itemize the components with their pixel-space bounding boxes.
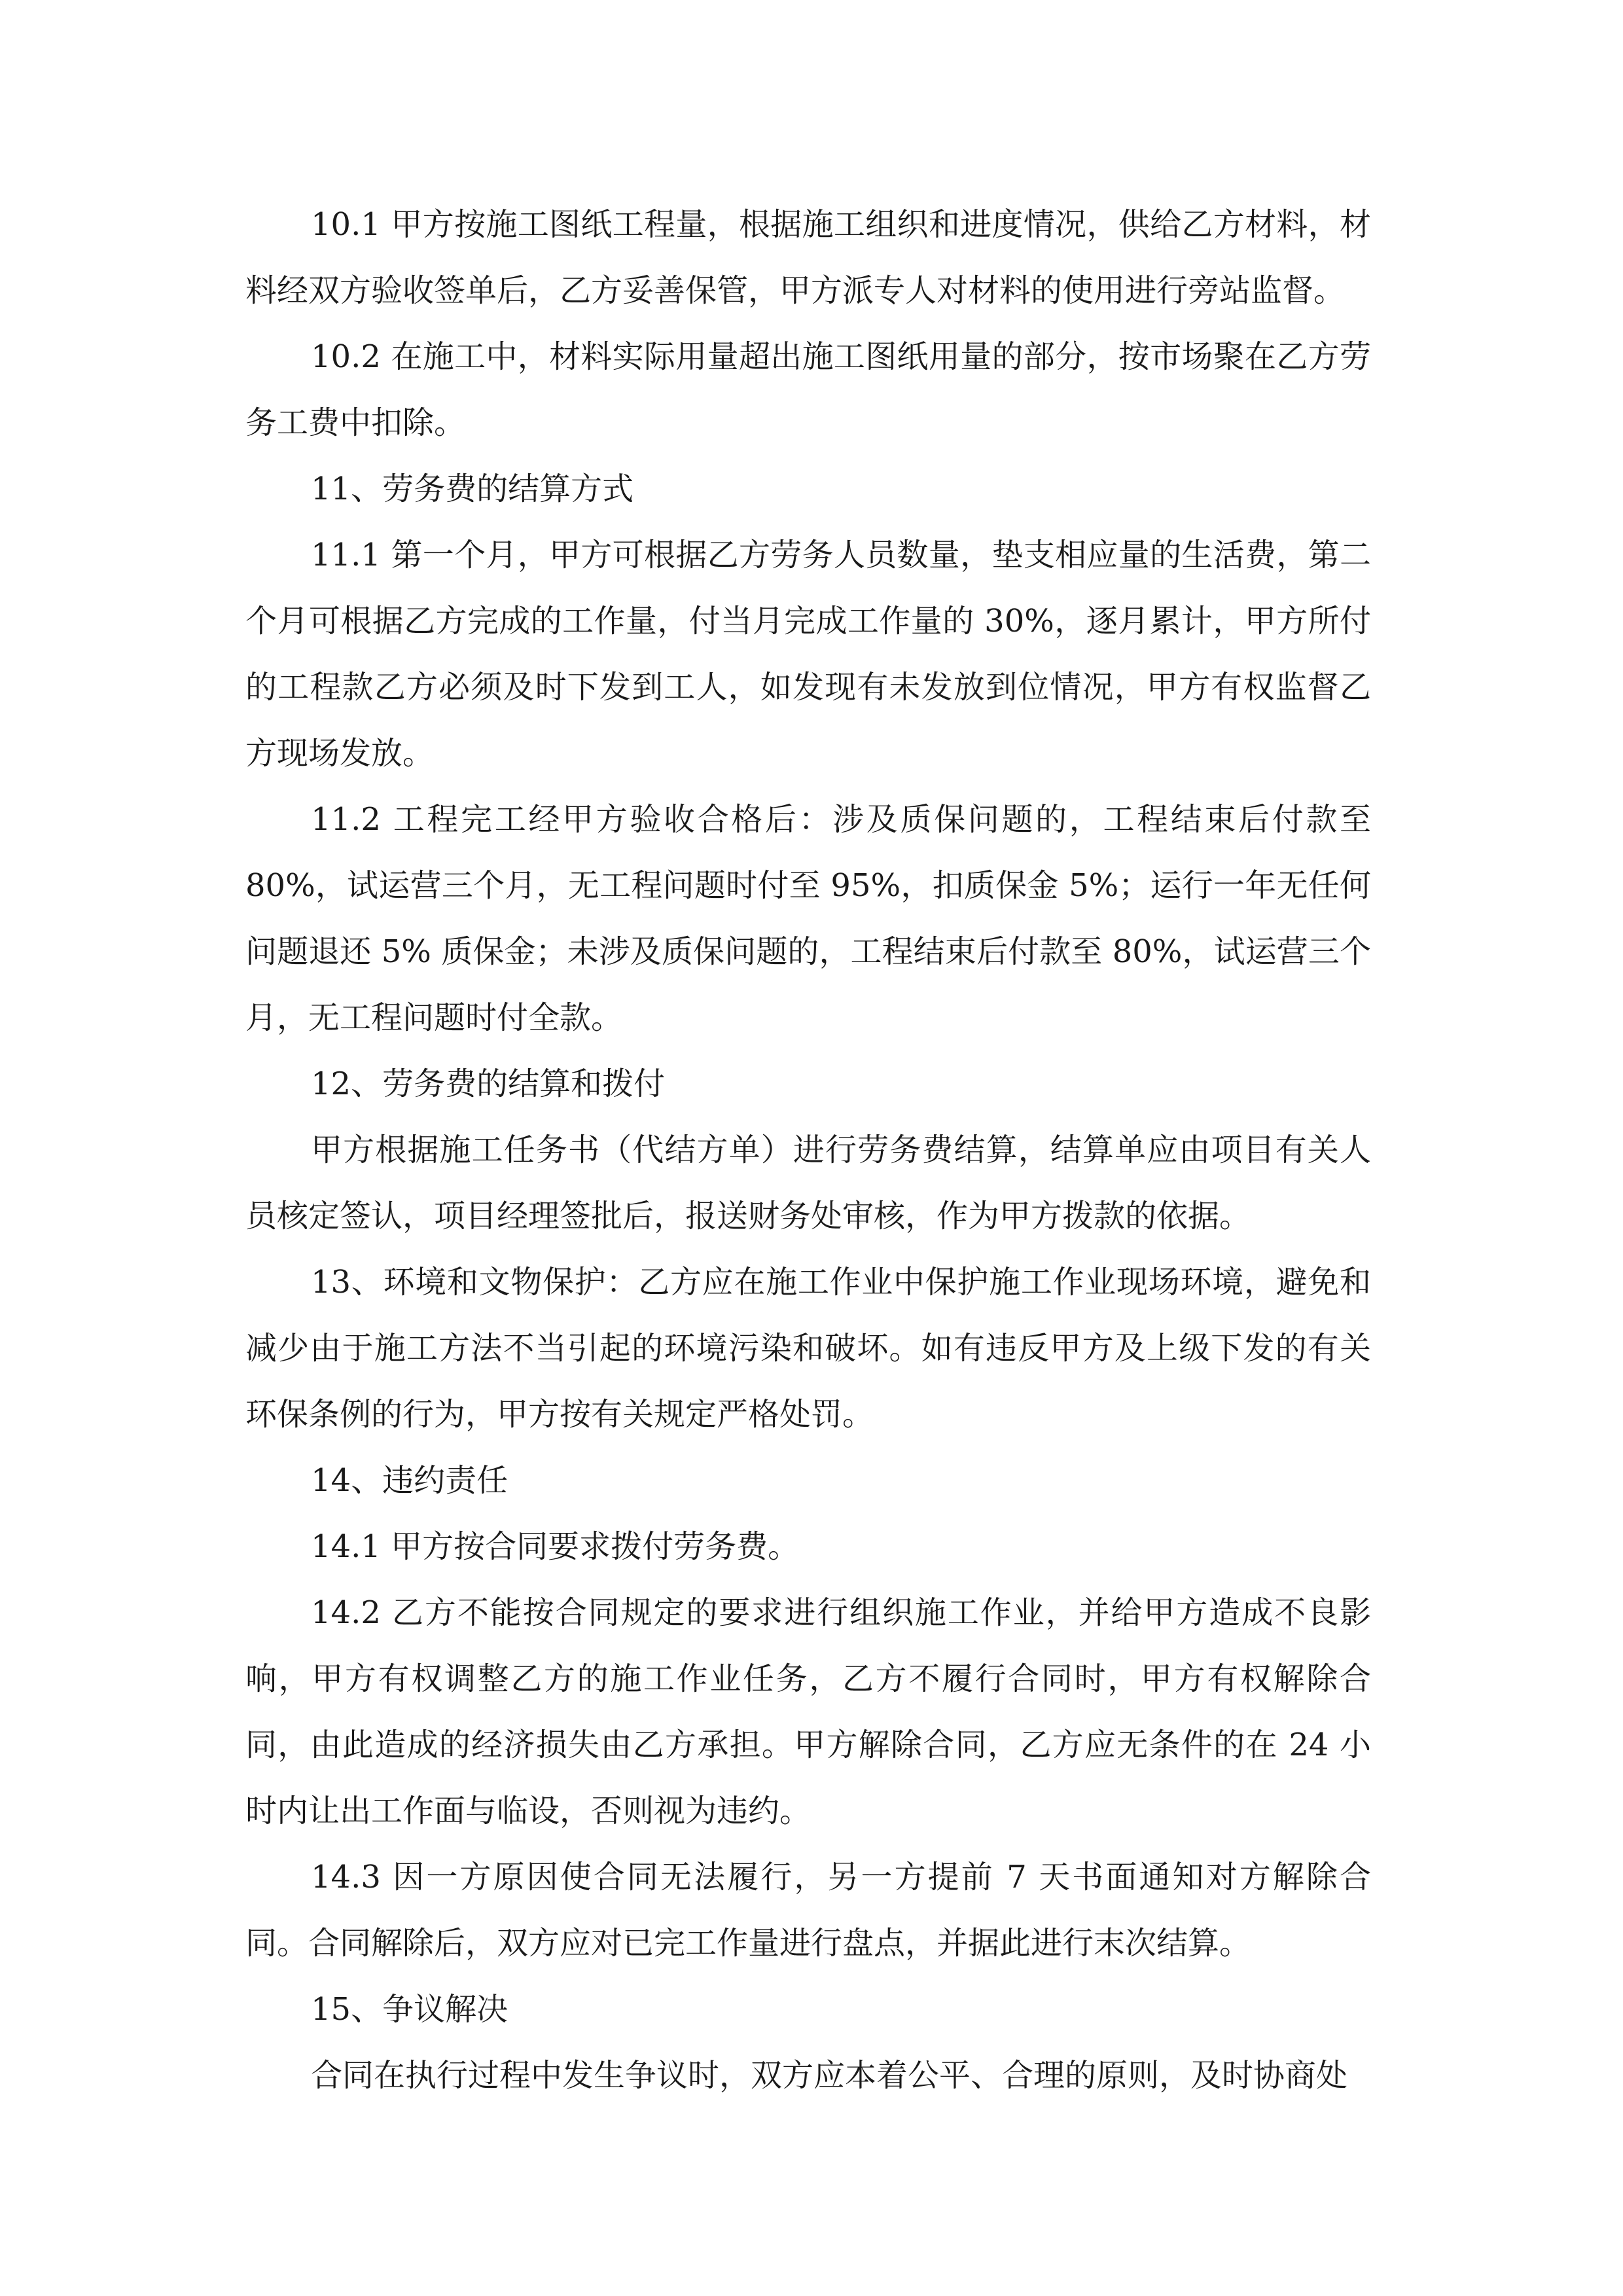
- section-11-heading: 11、劳务费的结算方式: [311, 471, 634, 507]
- clause-11-2: 11.2 工程完工经甲方验收合格后：涉及质保问题的，工程结束后付款至 80%，试运营三个月，无工程问题时付至 95%，扣质保金 5%；运行一年无任何问题退还 5% 质保金；未涉及质保问题的，工程结束后付款至 80%，试运营三个月，无工程问题时付全款。: [245, 801, 1371, 1036]
- document-body: [245, 192, 1371, 2109]
- clause-10-1: 10.1 甲方按施工图纸工程量，根据施工组织和进度情况，供给乙方材料，材料经双方验收签单后，乙方妥善保管，甲方派专人对材料的使用进行旁站监督。: [245, 206, 1371, 309]
- clause-14-3: 14.3 因一方原因使合同无法履行，另一方提前 7 天书面通知对方解除合同。合同解除后，双方应对已完工作量进行盘点，并据此进行末次结算。: [245, 1859, 1371, 1962]
- section-15-paragraph: 合同在执行过程中发生争议时，双方应本着公平、合理的原则，及时协商处: [311, 2057, 1348, 2094]
- section-13-paragraph: 13、环境和文物保护：乙方应在施工作业中保护施工作业现场环境，避免和减少由于施工方法不当引起的环境污染和破坏。如有违反甲方及上级下发的有关环保条例的行为，甲方按有关规定严格处罚。: [245, 1264, 1371, 1433]
- section-12-paragraph: 甲方根据施工任务书（代结方单）进行劳务费结算，结算单应由项目有关人员核定签认，项目经理签批后，报送财务处审核，作为甲方拨款的依据。: [245, 1132, 1371, 1234]
- clause-10-2: 10.2 在施工中，材料实际用量超出施工图纸用量的部分，按市场聚在乙方劳务工费中扣除。: [245, 338, 1371, 441]
- section-14-heading: 14、违约责任: [311, 1462, 508, 1499]
- section-12-heading: 12、劳务费的结算和拨付: [311, 1066, 666, 1102]
- clause-14-2: 14.2 乙方不能按合同规定的要求进行组织施工作业，并给甲方造成不良影响，甲方有权调整乙方的施工作业任务，乙方不履行合同时，甲方有权解除合同，由此造成的经济损失由乙方承担。甲方解除合同，乙方应无条件的在 24 小时内让出工作面与临设，否则视为违约。: [245, 1594, 1371, 1829]
- section-15-heading: 15、争议解决: [311, 1991, 508, 2028]
- clause-14-1: 14.1 甲方按合同要求拨付劳务费。: [311, 1528, 800, 1565]
- clause-11-1: 11.1 第一个月，甲方可根据乙方劳务人员数量，垫支相应量的生活费，第二个月可根据乙方完成的工作量，付当月完成工作量的 30%，逐月累计，甲方所付的工程款乙方必须及时下发到工人，如发现有未发放到位情况，甲方有权监督乙方现场发放。: [245, 537, 1371, 772]
